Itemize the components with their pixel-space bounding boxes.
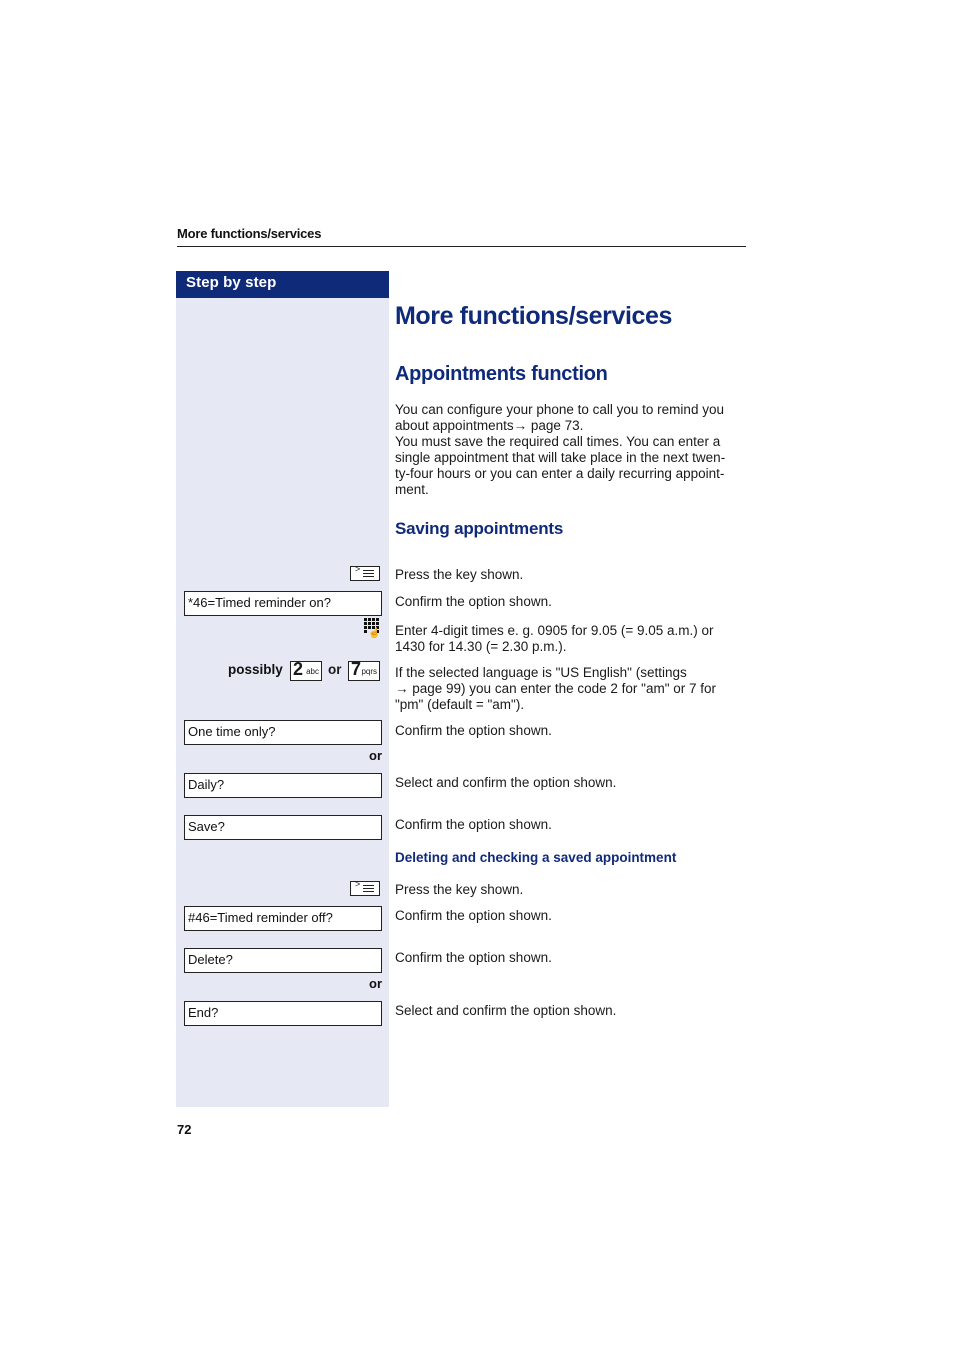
step-text (395, 665, 747, 713)
display-option-timed-reminder-off[interactable]: #46=Timed reminder off? (184, 906, 382, 931)
step-text: Confirm the option shown. (395, 594, 552, 609)
digit-key-7-digit: 7 (351, 659, 362, 679)
intro-line: ty-four hours or you can enter a daily recurring appoint- (395, 466, 725, 481)
step-text: Confirm the option shown. (395, 908, 552, 923)
intro-line: You can configure your phone to call you to remind you (395, 402, 724, 417)
step-text: Select and confirm the option shown. (395, 775, 617, 790)
menu-key-icon: > (350, 881, 380, 896)
step-text: Select and confirm the option shown. (395, 1003, 617, 1018)
header-rule (177, 246, 746, 247)
digit-key-7-icon (348, 661, 380, 681)
menu-key-icon: > (350, 566, 380, 581)
intro-line: You must save the required call times. You can enter a (395, 434, 721, 449)
deleting-title: Deleting and checking a saved appointment (395, 850, 677, 865)
step-text: Confirm the option shown. (395, 817, 552, 832)
intro-line: single appointment that will take place in the next twen- (395, 450, 726, 465)
step-text: Press the key shown. (395, 567, 524, 582)
or-inline: or (328, 662, 342, 677)
display-option-save[interactable]: Save? (184, 815, 382, 840)
display-option-one-time-only[interactable]: One time only? (184, 720, 382, 745)
display-option-daily[interactable]: Daily? (184, 773, 382, 798)
page-title: More functions/services (395, 302, 673, 330)
running-header: More functions/services (177, 226, 322, 241)
step-text: Confirm the option shown. (395, 723, 552, 738)
digit-key-2-letters: abc (306, 667, 319, 676)
step-text (395, 623, 747, 655)
sidebar-title: Step by step (186, 274, 277, 291)
or-label: or (369, 976, 382, 991)
or-label: or (369, 748, 382, 763)
intro-paragraph (395, 402, 747, 498)
intro-line: about appointments→ page 73. (395, 418, 584, 433)
step-text: Confirm the option shown. (395, 950, 552, 965)
intro-line: ment. (395, 482, 429, 497)
digit-key-2-digit: 2 (293, 659, 304, 679)
display-option-end[interactable]: End? (184, 1001, 382, 1026)
possibly-label: possibly (228, 662, 283, 677)
digit-key-7-letters: pqrs (361, 667, 377, 676)
step-line: "pm" (default = "am"). (395, 697, 525, 712)
display-option-timed-reminder-on[interactable]: *46=Timed reminder on? (184, 591, 382, 616)
step-text: Press the key shown. (395, 882, 524, 897)
saving-title: Saving appointments (395, 519, 564, 538)
section-title: Appointments function (395, 363, 608, 385)
step-line: If the selected language is "US English" (settings (395, 665, 687, 680)
keypad-icon: ☝ (364, 618, 380, 640)
step-line: → page 99) you can enter the code 2 for "am" or 7 for (395, 681, 717, 696)
step-line: 1430 for 14.30 (= 2.30 p.m.). (395, 639, 567, 654)
page-number: 72 (177, 1122, 192, 1137)
display-option-delete[interactable]: Delete? (184, 948, 382, 973)
step-line: Enter 4-digit times e. g. 0905 for 9.05 (= 9.05 a.m.) or (395, 623, 714, 638)
sidebar-header (176, 271, 389, 298)
digit-key-2-icon (290, 661, 322, 681)
